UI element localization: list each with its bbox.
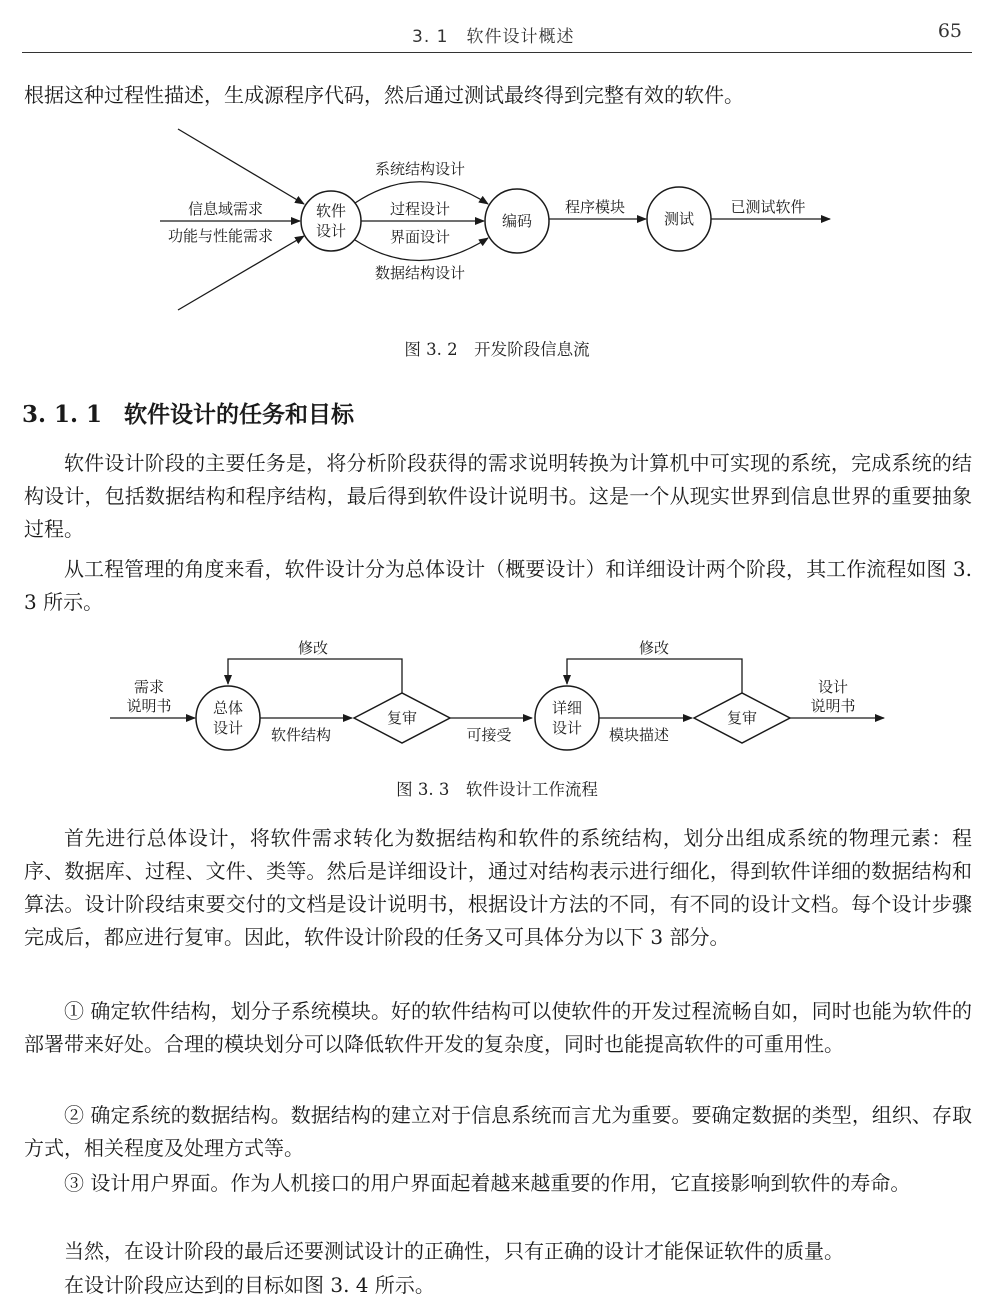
edge-label-structure: 软件结构 — [270, 726, 332, 744]
page-header — [22, 18, 972, 53]
output-line2: 说明书 — [810, 697, 856, 715]
paragraph-3: 首先进行总体设计，将软件需求转化为数据结构和软件的系统结构，划分出组成系统的物理元素：程序、数据库、过程、文件、类等。然后是详细设计，通过对结构表示进行细化，得到软件详细的数据结构和算法。设计阶段结束要交付的文档是设计说明书，根据设计方法的不同，有不同的设计文档。每个设计步骤完成后，都应进行复审。因此，软件设计阶段的任务又可具体分为以下 3 部分。 — [24, 826, 972, 949]
node-software-design — [301, 191, 361, 251]
page-number: 65 — [937, 20, 962, 42]
node-software-design-line2: 设计 — [315, 222, 347, 240]
figure-3-3-diagram — [0, 630, 994, 765]
paragraph-5: ② 确定系统的数据结构。数据结构的建立对于信息系统而言尤为重要。要确定数据的类型，组织、存取方式，相关程度及处理方式等。 — [24, 1103, 972, 1160]
review-label-1: 复审 — [386, 709, 418, 727]
edge-label-module: 模块描述 — [608, 726, 670, 744]
section-heading — [22, 396, 354, 429]
node-test-label: 测试 — [663, 210, 695, 228]
intro-line: 根据这种过程性描述，生成源程序代码，然后通过测试最终得到完整有效的软件。 — [24, 83, 744, 107]
arrow-diagonal-top — [178, 129, 304, 204]
review-label-2: 复审 — [726, 709, 758, 727]
input-label-info: 信息域需求 — [188, 200, 264, 218]
output-label: 已测试软件 — [730, 198, 806, 216]
feedback-line-1 — [228, 659, 402, 693]
paragraph-7: 当然，在设计阶段的最后还要测试设计的正确性，只有正确的设计才能保证软件的质量。 — [64, 1239, 844, 1263]
running-section-title: 3. 1 软件设计概述 — [412, 27, 575, 47]
output-line1: 设计 — [817, 678, 849, 696]
path-label-interface: 界面设计 — [389, 228, 451, 246]
feedback-label-2: 修改 — [638, 639, 670, 657]
figure-3-2-diagram — [0, 118, 994, 318]
figure-3-2-caption: 图 3. 2 开发阶段信息流 — [404, 340, 590, 359]
feedback-line-2 — [567, 659, 742, 693]
node-overall-design — [196, 686, 260, 750]
section-number: 3. 1. 1 — [22, 401, 103, 428]
input-line2: 说明书 — [126, 697, 172, 715]
paragraph-4: ① 确定软件结构，划分子系统模块。好的软件结构可以使软件的开发过程流畅自如，同时也能为软件的部署带来好处。合理的模块划分可以降低软件开发的复杂度，同时也能提高软件的可重用性。 — [24, 999, 972, 1056]
path-label-data: 数据结构设计 — [374, 264, 466, 282]
node-software-design-line1: 软件 — [315, 202, 347, 220]
edge-label-accept: 可接受 — [466, 726, 512, 744]
section-title: 软件设计的任务和目标 — [124, 402, 355, 428]
paragraph-6: ③ 设计用户界面。作为人机接口的用户界面起着越来越重要的作用，它直接影响到软件的寿命。 — [64, 1171, 911, 1195]
edge-label-module: 程序模块 — [564, 198, 626, 216]
paragraph-2: 从工程管理的角度来看，软件设计分为总体设计（概要设计）和详细设计两个阶段，其工作流程如图 3. 3 所示。 — [24, 557, 972, 614]
node-overall-line1: 总体 — [212, 699, 244, 717]
node-detail-line1: 详细 — [551, 699, 583, 717]
node-detail-line2: 设计 — [551, 719, 583, 737]
feedback-label-1: 修改 — [297, 639, 329, 657]
node-coding-label: 编码 — [501, 212, 533, 230]
path-label-system: 系统结构设计 — [374, 160, 466, 178]
arrow-diagonal-bottom — [178, 236, 304, 310]
input-label-func: 功能与性能需求 — [168, 227, 274, 245]
paragraph-8: 在设计阶段应达到的目标如图 3. 4 所示。 — [64, 1273, 435, 1297]
path-label-process: 过程设计 — [389, 200, 451, 218]
paragraph-1: 软件设计阶段的主要任务是，将分析阶段获得的需求说明转换为计算机中可实现的系统，完成系统的结构设计，包括数据结构和程序结构，最后得到软件设计说明书。这是一个从现实世界到信息世界的重要抽象过程。 — [24, 451, 972, 541]
node-overall-line2: 设计 — [212, 719, 244, 737]
figure-3-3-caption: 图 3. 3 软件设计工作流程 — [396, 780, 598, 799]
input-line1: 需求 — [133, 678, 165, 696]
node-detail-design — [535, 686, 599, 750]
